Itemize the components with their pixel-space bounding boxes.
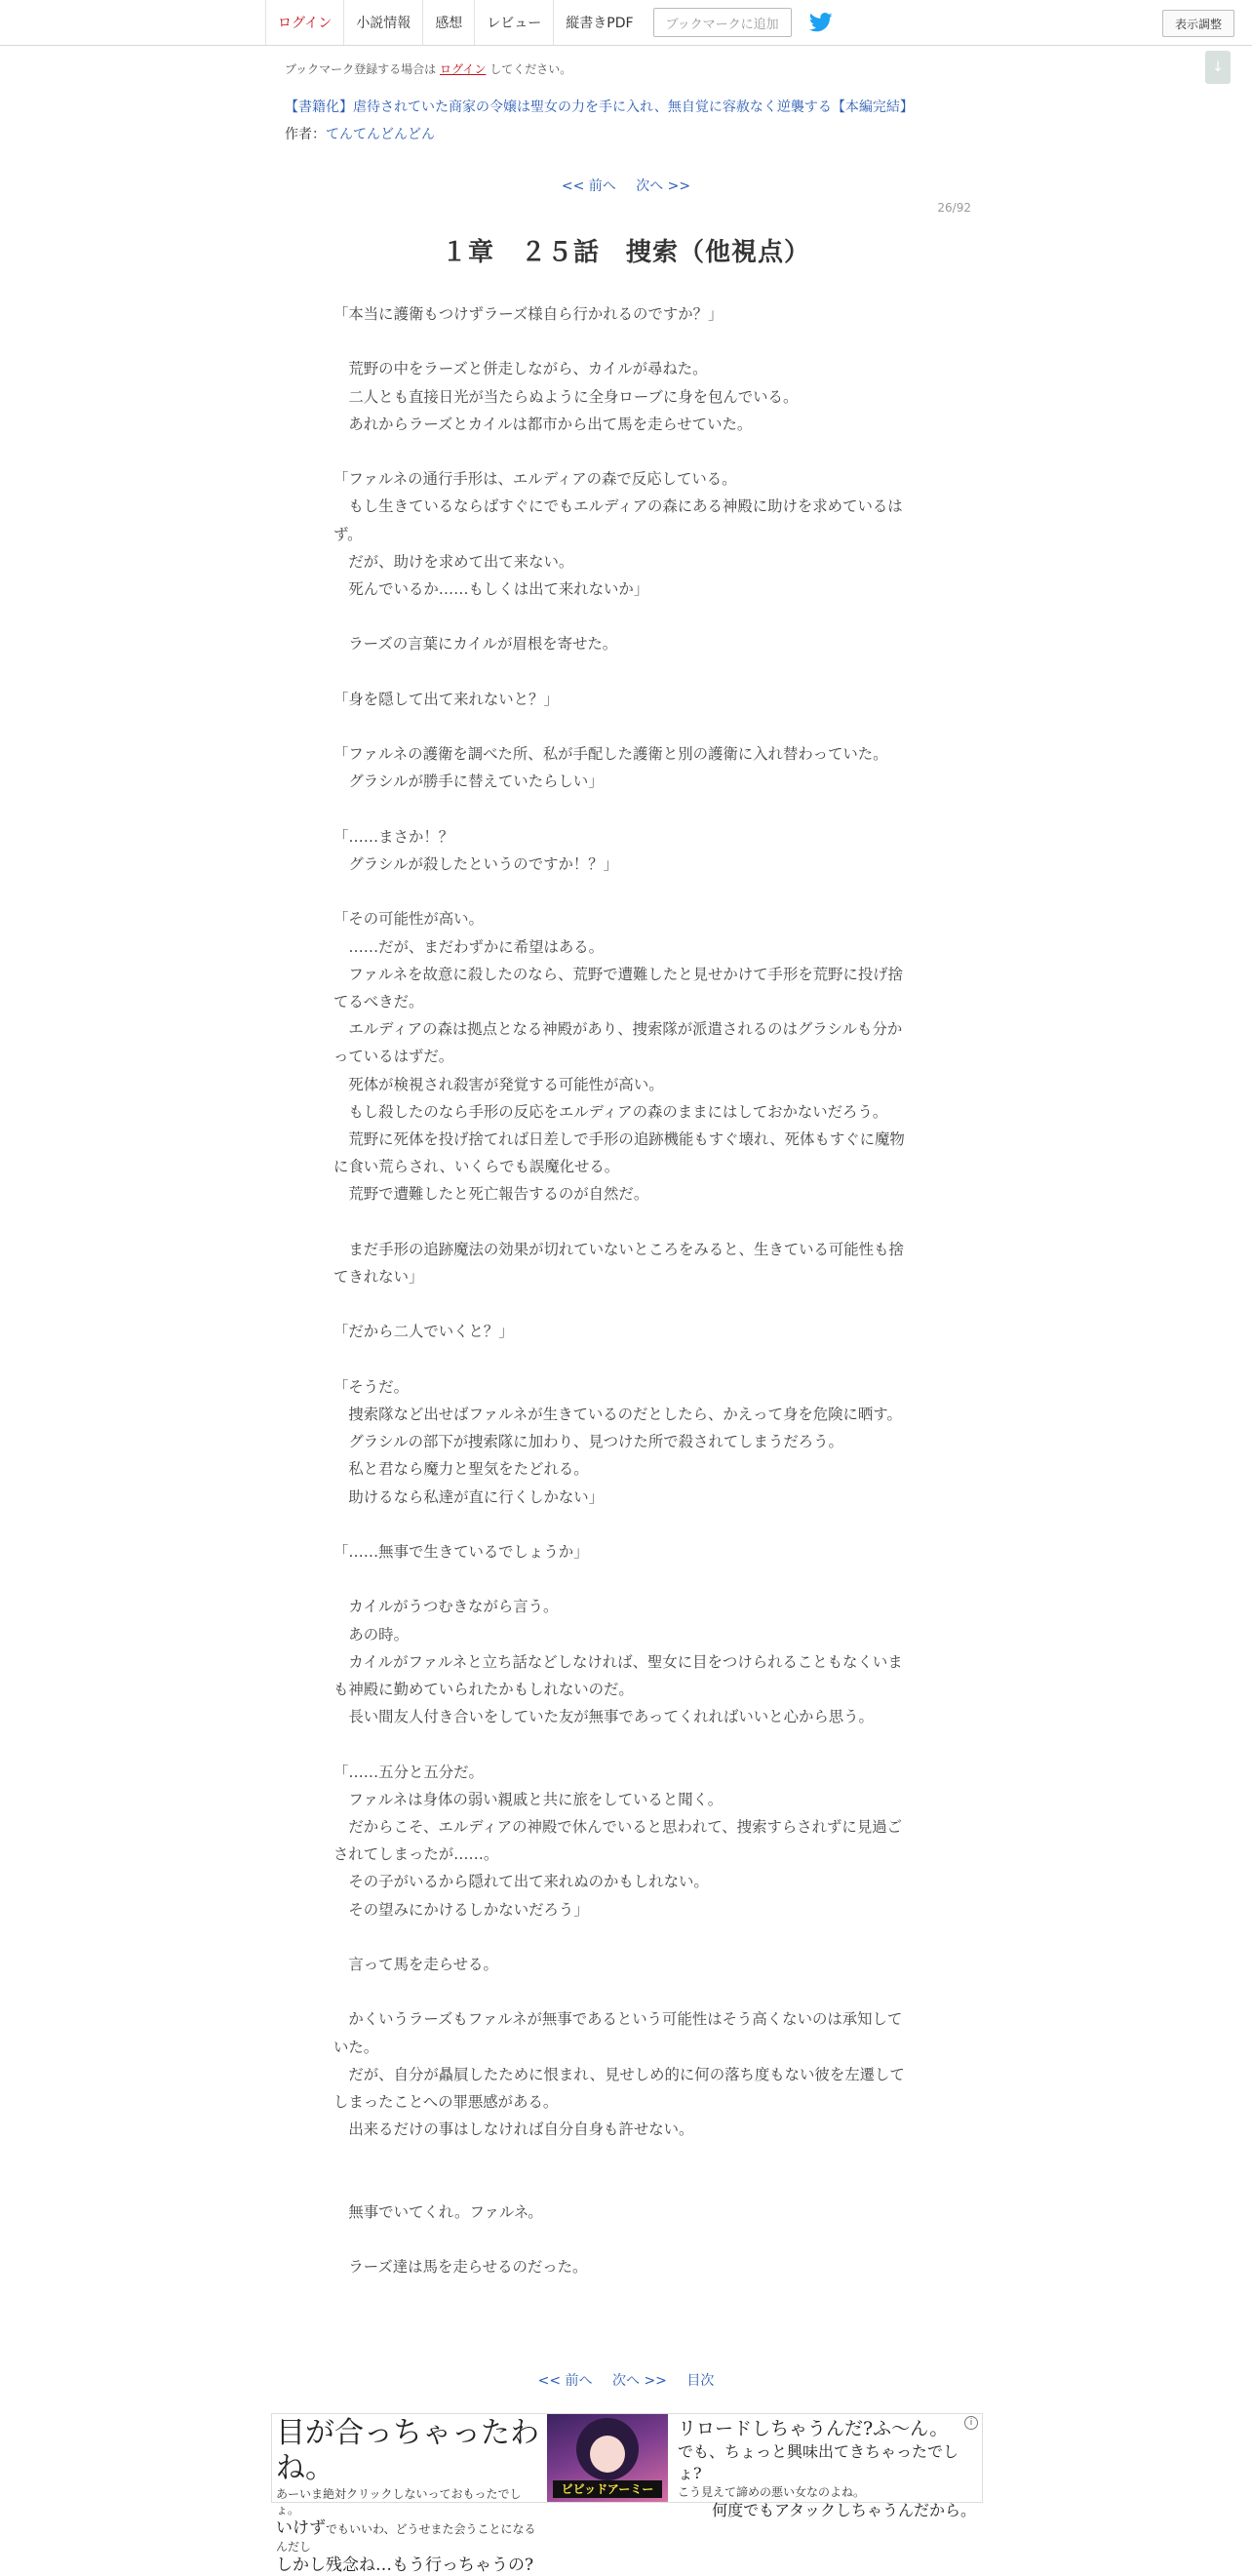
ad-right-copy — [672, 2414, 982, 2519]
body-paragraph: カイルがファルネと立ち話などしなければ、聖女に目をつけられることもなくいまも神殿に勤めていられたかもしれないのだ。 — [333, 1652, 903, 1698]
ad-left-line2: あーいま絶対クリックしないっておもったでしょ。 — [276, 2487, 522, 2517]
ad-left-line3b: でもいいわ、どうせまた会うことになるんだし — [276, 2522, 536, 2554]
body-paragraph — [333, 1290, 915, 1318]
body-paragraph — [333, 2171, 915, 2199]
twitter-icon[interactable] — [809, 12, 835, 33]
body-paragraph: その子がいるから隠れて出て来れぬのかもしれない。 — [333, 1873, 709, 1891]
ad-character-image — [547, 2414, 668, 2502]
nav-impressions[interactable]: 感想 — [422, 0, 474, 45]
body-paragraph: グラシルが勝手に替えていたらしい」 — [333, 773, 604, 791]
body-paragraph: 「ファルネの通行手形は、エルディアの森で反応している。 — [333, 470, 737, 489]
ad-right-line1: リロードしちゃうんだ?ふ～ん。 — [678, 2418, 949, 2439]
body-paragraph: 「ファルネの護衛を調べた所、私が手配した護衛と別の護衛に入れ替わっていた。 — [333, 745, 888, 764]
ad-right-line2: でも、ちょっと興味出てきちゃったでしょ? — [678, 2442, 959, 2482]
bookmark-login-note — [285, 60, 571, 77]
next-episode-link-bottom[interactable]: 次へ >> — [612, 2373, 667, 2389]
body-paragraph — [333, 1978, 915, 2005]
next-episode-link[interactable]: 次へ >> — [636, 178, 691, 194]
chapter-title: １章 ２５話 捜索（他視点） — [441, 238, 810, 267]
body-paragraph: 「本当に護衛もつけずラーズ様自ら行かれるのですか？」 — [333, 305, 724, 323]
display-settings-button[interactable]: 表示調整 — [1162, 10, 1234, 37]
body-paragraph — [333, 438, 915, 465]
body-paragraph: かくいうラーズもファルネが無事であるという可能性はそう高くないのは承知していた。 — [333, 2010, 903, 2056]
ad-right-line3: こう見えて諦めの悪い女なのよね。 — [678, 2485, 866, 2499]
body-paragraph — [333, 1923, 915, 1951]
author-label: 作者： — [285, 127, 326, 142]
body-paragraph — [333, 1730, 915, 1758]
bookmark-note-login-link[interactable]: ログイン — [440, 62, 487, 76]
body-paragraph: ファルネを故意に殺したのなら、荒野で遭難したと見せかけて手形を荒野に投げ捨てるべきだ。 — [333, 965, 904, 1011]
ad-game-logo: ビビッドアーミー — [553, 2480, 662, 2498]
pager-top — [0, 176, 1252, 195]
nav-vertical-pdf[interactable]: 縦書きPDF — [553, 0, 645, 45]
body-paragraph: 長い間友人付き合いをしていた友が無事であってくれればいいと心から思う。 — [333, 1708, 874, 1726]
body-paragraph — [333, 328, 915, 355]
novel-body — [333, 300, 915, 2280]
body-paragraph — [333, 878, 915, 905]
prev-episode-link-bottom[interactable]: << 前へ — [537, 2373, 593, 2389]
body-paragraph — [333, 2226, 915, 2253]
body-paragraph: 捜索隊など出せばファルネが生きているのだとしたら、かえって身を危険に晒す。 — [333, 1405, 902, 1423]
body-paragraph: 無事でいてくれ。ファルネ。 — [333, 2202, 543, 2221]
body-paragraph: だが、自分が贔屓したために恨まれ、見せしめ的に何の落ち度もない彼を左遷してしまったことへの罪悪感がある。 — [333, 2065, 905, 2111]
body-paragraph — [333, 1511, 915, 1538]
body-paragraph: その望みにかけるしかないだろう」 — [333, 1900, 589, 1919]
body-paragraph: もし生きているならばすぐにでもエルディアの森にある神殿に助けを求めているはず。 — [333, 497, 903, 543]
author-link[interactable]: てんてんどんどん — [326, 127, 435, 142]
body-paragraph: グラシルが殺したというのですか！？」 — [333, 854, 619, 873]
add-bookmark-button[interactable]: ブックマークに追加 — [653, 8, 792, 37]
ad-left-copy — [272, 2414, 547, 2575]
body-paragraph: あの時。 — [333, 1625, 409, 1644]
table-of-contents-link[interactable]: 目次 — [686, 2373, 715, 2389]
body-paragraph: だからこそ、エルディアの神殿で休んでいると思われて、捜索すらされずに見過ごされてしまったが……。 — [333, 1817, 902, 1864]
episode-counter: 26/92 — [937, 201, 971, 215]
body-paragraph: 出来るだけの事はしなければ自分自身も許せない。 — [333, 2120, 694, 2139]
body-paragraph: 「……五分と五分だ。 — [333, 1763, 484, 1781]
body-paragraph: ラーズ達は馬を走らせるのだった。 — [333, 2258, 588, 2277]
body-paragraph: 「そうだ。 — [333, 1377, 409, 1396]
ad-info-icon[interactable]: i — [964, 2416, 978, 2430]
body-paragraph: 死んでいるか……もしくは出て来れないか」 — [333, 580, 649, 598]
prev-episode-link[interactable]: << 前へ — [561, 178, 616, 194]
ad-left-line3a: いけず — [276, 2518, 326, 2538]
body-paragraph: ファルネは身体の弱い親戚と共に旅をしていると聞く。 — [333, 1790, 724, 1808]
body-paragraph: 「……無事で生きているでしょうか」 — [333, 1542, 589, 1561]
body-paragraph: 二人とも直接日光が当たらぬように全身ローブに身を包んでいる。 — [333, 387, 799, 406]
ad-left-line1: 目が合っちゃったわね。 — [276, 2416, 539, 2485]
body-paragraph: 「……まさか！？ — [333, 827, 454, 846]
body-paragraph: ラーズの言葉にカイルが眉根を寄せた。 — [333, 635, 618, 654]
body-paragraph: 助けるなら私達が直に行くしかない」 — [333, 1487, 605, 1506]
body-paragraph — [333, 658, 915, 686]
body-paragraph — [333, 713, 915, 740]
body-paragraph: だが、助けを求めて出て来ない。 — [333, 552, 574, 571]
nav-review[interactable]: レビュー — [474, 0, 553, 45]
body-paragraph: ……だが、まだわずかに希望はある。 — [333, 937, 605, 956]
body-paragraph: エルディアの森は拠点となる神殿があり、捜索隊が派遣されるのはグラシルも分かっているはずだ。 — [333, 1020, 903, 1066]
body-paragraph: 「その可能性が高い。 — [333, 910, 484, 929]
bookmark-note-before: ブックマーク登録する場合は — [285, 62, 437, 76]
body-paragraph: カイルがうつむきながら言う。 — [333, 1598, 559, 1616]
ad-left-line4: しかし残念ね…もう行っちゃうの? — [276, 2556, 534, 2575]
main-nav — [265, 0, 835, 45]
body-paragraph — [333, 2143, 915, 2170]
pager-bottom — [0, 2370, 1252, 2390]
body-paragraph: 「身を隠して出て来れないと？」 — [333, 690, 559, 708]
scroll-down-icon[interactable]: ↓ — [1205, 51, 1231, 84]
body-paragraph: あれからラーズとカイルは都市から出て馬を走らせていた。 — [333, 415, 753, 433]
body-paragraph: 言って馬を走らせる。 — [333, 1955, 498, 1973]
ad-character-face — [590, 2436, 625, 2473]
body-paragraph: 死体が検視され殺害が発覚する可能性が高い。 — [333, 1075, 664, 1093]
body-paragraph: 荒野に死体を投げ捨てれば日差しで手形の追跡機能もすぐ壊れ、死体もすぐに魔物に食い荒らされ、いくらでも誤魔化せる。 — [333, 1129, 905, 1176]
bookmark-note-after: してください。 — [489, 62, 572, 76]
nav-novel-info[interactable]: 小説情報 — [343, 0, 422, 45]
body-paragraph: 荒野の中をラーズと併走しながら、カイルが尋ねた。 — [333, 360, 708, 378]
series-info — [285, 94, 952, 148]
ad-banner[interactable] — [271, 2413, 983, 2575]
ad-right-line4: 何度でもアタックしちゃうんだから。 — [712, 2501, 976, 2519]
body-paragraph — [333, 796, 915, 823]
body-paragraph: まだ手形の追跡魔法の効果が切れていないところをみると、生きている可能性も捨てきれない」 — [333, 1240, 904, 1286]
body-paragraph: 「だから二人でいくと？」 — [333, 1323, 514, 1341]
body-paragraph: もし殺したのなら手形の反応をエルディアの森のままにはしておかないだろう。 — [333, 1102, 888, 1121]
body-paragraph — [333, 603, 915, 630]
body-paragraph: 荒野で遭難したと死亡報告するのが自然だ。 — [333, 1185, 649, 1204]
body-paragraph — [333, 1209, 915, 1236]
body-paragraph — [333, 1346, 915, 1373]
body-paragraph: グラシルの部下が捜索隊に加わり、見つけた所で殺されてしまうだろう。 — [333, 1433, 843, 1451]
series-title-link[interactable]: 【書籍化】虐待されていた商家の令嬢は聖女の力を手に入れ、無自覚に容赦なく逆襲する【本編完結】 — [285, 99, 914, 115]
top-navigation-bar — [0, 0, 1252, 46]
body-paragraph: 私と君なら魔力と聖気をたどれる。 — [333, 1460, 589, 1479]
body-paragraph — [333, 1565, 915, 1593]
nav-login[interactable]: ログイン — [265, 0, 343, 45]
